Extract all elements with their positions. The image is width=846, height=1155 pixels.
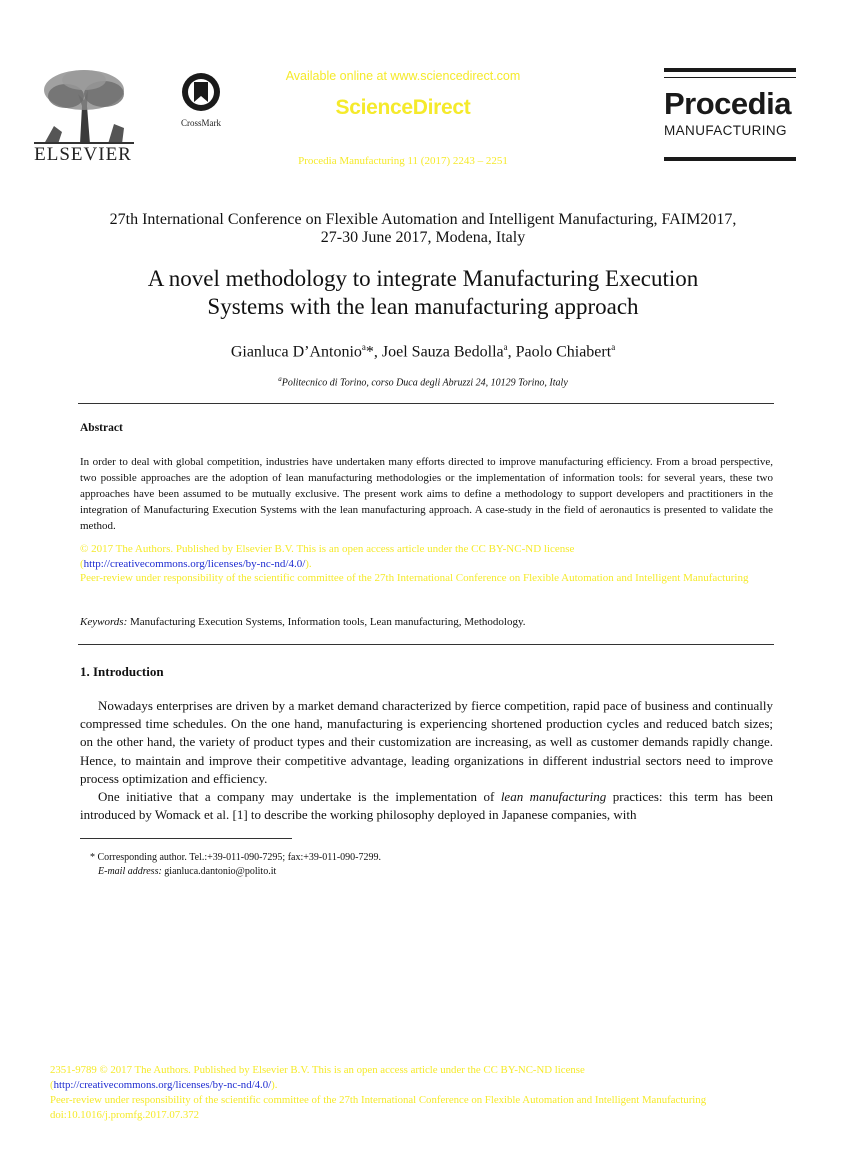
intro-paragraph-1: Nowadays enterprises are driven by a market demand characterized by fierce competition, rapid pace of business and continually compressed time schedules. On the one hand, manufacturing is experiencing shortened production cycles and reduced batch sizes; on the other hand, the variety of product types and their customization are increasing, as well as customer demands rapidly change. Hence, to maintain and improve their competitive advantage, leading organizations in different industrial sectors need to improve process optimization and efficiency. [80,698,773,786]
peer-review-note: Peer-review under responsibility of the scientific committee of the 27th International Conference on Flexible Automation and Intelligent Manufacturing [80,572,749,584]
intro-p2-emphasis: lean manufacturing [500,789,607,805]
elsevier-wordmark: ELSEVIER [34,144,132,165]
author-1: Gianluca D’Antonio [230,343,362,361]
author-2-affil: a [503,342,508,352]
conference-line-1: 27th International Conference on Flexible Automation and Intelligent Manufacturing, FAIM2017, [109,211,737,228]
author-3: Paolo Chiabert [515,343,612,361]
crossmark-icon [181,72,221,112]
abstract-license [80,542,773,586]
license-url-link[interactable]: http://creativecommons.org/licenses/by-nc-nd/4.0/ [83,557,306,570]
keywords [80,616,773,628]
bottom-paren-open: ( [50,1079,54,1091]
license-paren-close: ). [305,557,312,570]
elsevier-logo [24,66,142,166]
author-2: Joel Sauza Bedolla [381,343,504,361]
bottom-license [50,1063,810,1123]
footnote-divider [80,838,292,839]
email-address[interactable]: gianluca.dantonio@polito.it [161,866,277,877]
affiliation-marker: a [278,375,282,383]
intro-body [80,697,773,824]
abstract-text: In order to deal with global competition, industries have undertaken many efforts directed to improve manufacturing efficiency. From a broad perspective, two possible approaches are the adoption of lean manufacturing methodologies or the implementation of information tools: for several years, these two approaches have been assumed to be mutually exclusive. The present work aims to define a methodology to support developers and practitioners in the integration of Manufacturing Execution Systems with the lean manufacturing approach. A case-study in the field of aeronautics is presented to validate the method. [80,456,773,532]
author-1-star: *, [365,343,382,361]
divider-top [78,403,774,404]
keywords-text: Manufacturing Execution Systems, Information tools, Lean manufacturing, Methodology. [127,616,526,628]
keywords-label: Keywords: [80,616,128,628]
doi-link[interactable]: doi:10.1016/j.promfg.2017.07.372 [50,1109,200,1121]
intro-p2-start: One initiative that a company may undertake is the implementation of [98,789,501,805]
crossmark-label: CrossMark [181,118,221,128]
conference-info [60,211,786,247]
elsevier-tree-icon [34,66,134,144]
affiliation [60,375,786,388]
corresponding-author: * Corresponding author. Tel.:+39-011-090-7295; fax:+39-011-090-7299. [90,852,382,863]
intro-p2-end: practices: this term has been introduced by Womack et al. [1] to describe the working philosophy deployed in Japanese companies, with [80,789,773,823]
divider-keywords [78,644,774,645]
conference-line-2: 27-30 June 2017, Modena, Italy [320,229,526,246]
journal-citation: Procedia Manufacturing 11 (2017) 2243 – 2251 [298,155,508,167]
issn-line: 2351-9789 © 2017 The Authors. Published by Elsevier B.V. This is an open access article under the CC BY-NC-ND license [50,1064,585,1076]
email-label: E-mail address: [98,866,162,877]
crossmark-badge[interactable] [170,72,232,127]
intro-paragraph-2 [80,788,773,824]
title-line-1: A novel methodology to integrate Manufacturing Execution [147,266,699,291]
affiliation-text: Politecnico di Torino, corso Duca degli Abruzzi 24, 10129 Torino, Italy [281,377,568,389]
procedia-logo [664,68,796,164]
author-list [60,342,786,361]
available-online-link[interactable]: Available online at www.sciencedirect.com [285,69,521,83]
bottom-license-url-link[interactable]: http://creativecommons.org/licenses/by-nc-nd/4.0/ [53,1079,272,1091]
paper-title [60,265,786,321]
abstract-heading: Abstract [80,422,123,434]
title-line-2: Systems with the lean manufacturing approach [207,294,639,319]
sciencedirect-wordmark[interactable]: ScienceDirect [335,96,471,119]
procedia-wordmark: Procedia [664,86,791,121]
intro-heading: 1. Introduction [80,664,164,679]
license-line: © 2017 The Authors. Published by Elsevier B.V. This is an open access article under the CC BY-NC-ND license [80,543,575,555]
author-3-affil: a [611,342,616,352]
author-1-affil: a [361,342,366,352]
license-paren-open: ( [80,557,84,570]
footnote [90,851,770,879]
bottom-paren-close: ). [271,1079,278,1091]
bottom-peer-review: Peer-review under responsibility of the scientific committee of the 27th International Conference on Flexible Automation and Intelligent Manufacturing [50,1094,707,1106]
author-separator: , [507,343,516,361]
procedia-subtitle: MANUFACTURING [664,123,787,138]
